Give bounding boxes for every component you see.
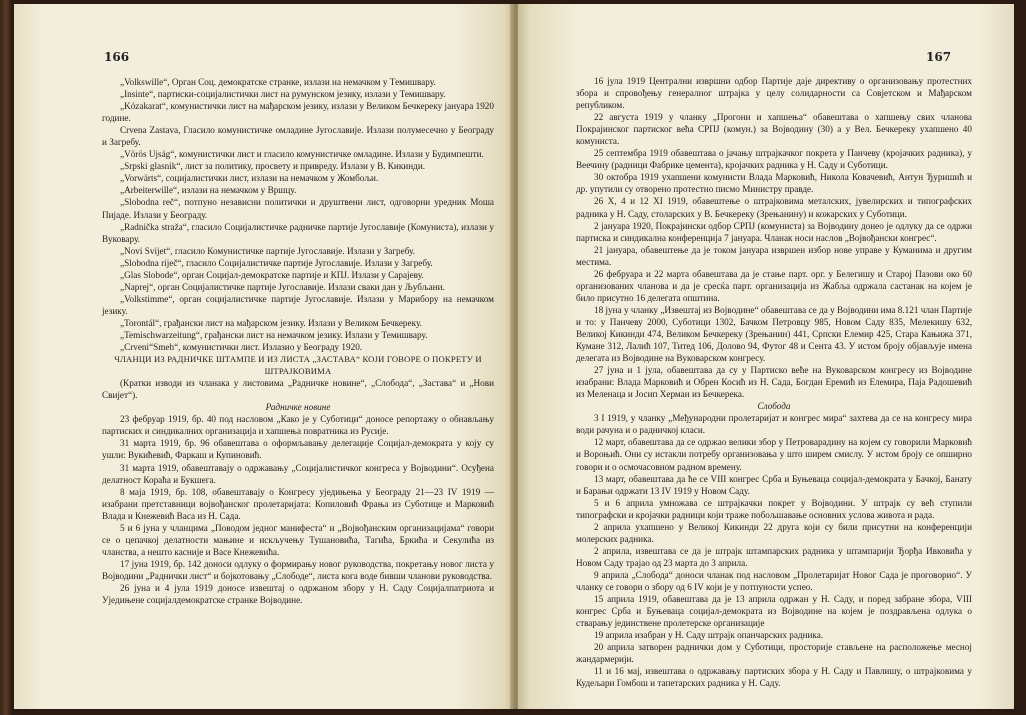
paragraph: „Srpski glasnik“, лист за политику, просвету и привреду. Излази у В. Кикинди. — [120, 161, 426, 172]
paragraph: „Volkswille“, Орган Соц. демократске странке, излази на немачком у Темишвару. — [120, 77, 436, 87]
paragraph: „Naprej“, орган Социјалистичке партије Југославије. Излази сваки дан у Љубљани. — [120, 281, 445, 292]
paragraph: 26 фебруара и 22 марта обавештава да је стање парт. орг. у Белегишу и Старој Пазови око 60 организованих чланова и да је сресќа парт. организација из Жабља одржала састанак на којем је било присутно 16 делегата општина. — [576, 268, 972, 303]
paragraph: 25 септембра 1919 обавештава о јачању штрајкачког покрета у Панчеву (кројачких радника), у Веечину (радници Фабрике цемента), кројачких радника у Н. Саду и Суботици. — [576, 148, 972, 171]
paragraph: „Arbeiterwille“, излази на немачком у Вршцу. — [120, 185, 297, 196]
paragraph: 26 јуна и 4 јула 1919 доносе извештај о одржаном збору у Н. Саду Социјалпатриота и Уједињене социјалдемократске странке Војводине. — [102, 582, 494, 606]
paragraph: „Torontál“, грађански лист на мађарском језику. Излази у Великом Бечкереку. — [120, 317, 422, 328]
paragraph: 2 априла, извештава се да је штрајк штампарских радника у штампарији Ђорђа Ивковића у Новом Саду трајао од 23 марта до 3 априла. — [576, 545, 972, 568]
paragraph: „Volkstimme“, орган социјалистичке партије Југославије. Излази у Марибору на немачком језику. — [102, 293, 494, 316]
paragraph: 5 и 6 јуна у чланцима „Поводом једног манифеста“ и „Војвођанским организацијама“ говори се о цепачкој делатности мањине и искључењу Тушановића, Тагића, Бркића и Секулића из чланства, а нешто касније и Васе Кнежевића. — [102, 522, 494, 557]
paragraph: 30 октобра 1919 ухапшени комунисти Влада Марковић, Никола Ковачевић, Антун Ђуришић и др. упутили су отворено протестно писмо Министру правде. — [576, 172, 972, 195]
paragraph: „Glas Slobode“, орган Социјал-демократске партије и КПЈ. Излази у Сарајеву. — [120, 269, 424, 280]
paragraph: 31 марта 1919, обавештавају о одржавању „Социјалистичког конгреса у Војводини“. Осуђена делатност Кораћа и Букшега. — [102, 462, 494, 485]
section-heading: ЧЛАНЦИ ИЗ РАДНИЧКЕ ШТАМПЕ И ИЗ ЛИСТА „ЗАСТАВА“ КОЈИ ГОВОРЕ О ПОКРЕТУ И ШТРАЈКОВИМА — [114, 354, 482, 377]
paragraph: 5 и 6 априла умножава се штрајкачки покрет у Војводини. У штрајк су већ ступили типографски и кројачки радници који траже побољшавање основних услова живота и рада. — [576, 497, 972, 520]
paragraph: „Temischwarzeitung“, грађански лист на немачком језику. Излази у Темишвару. — [120, 329, 428, 340]
right-page — [518, 4, 1014, 709]
page-number-left: 166 — [104, 50, 130, 64]
paragraph: 3 I 1919, у чланку „Међународни пролетаријат и конгрес мира“ захтева да се на конгресу мира води рачуна и о радничкој класи. — [576, 413, 972, 436]
paragraph: 19 априла изабран у Н. Саду штрајк опанчарских радника. — [594, 630, 824, 641]
left-top-paragraphs — [102, 76, 494, 353]
subheading-sloboda: Слобода — [757, 401, 791, 412]
paragraph: „Kózakarat“, комунистички лист на мађарском језику, излази у Великом Бечкереку јануара 1920 године. — [102, 101, 494, 124]
paragraph: 15 априла 1919, обавештава да је 13 априла одржан у Н. Саду, и поред забране збора, VIII конгрес Срба и Буњеваца социјал-демократа из Војводине на којем је поздрављена одлука о стварању јединствене пролетерске организације — [576, 594, 972, 629]
left-bottom-paragraphs — [102, 413, 494, 606]
paragraph: 23 фебруар 1919, бр. 40 под насловом „Како је у Суботици“ доносе репортажу о обнављању партиских и синдикалних организација и хапшења повратника из Русије. — [102, 414, 494, 437]
left-page-text — [102, 76, 494, 606]
page-number-right: 167 — [926, 50, 952, 64]
paragraph: „Slobodna reč“, потпуно независни политички и друштвени лист, одговорни уредник Моша Пијаде. Излази у Београду. — [102, 197, 494, 220]
paragraph: 2 априла ухапшено у Великој Кикинди 22 друга који су били присутни на конференцији молерских радника. — [576, 521, 972, 544]
paragraph: Crvena Zastava, Гласило комунистичке омладине Југославије. Излази полумесечно у Београду и Загребу. — [102, 125, 494, 148]
paragraph: 22 августа 1919 у чланку „Прогони и хапшења“ обавештава о хапшењу свих чланова Покрајинског партиског већа СРПЈ (комун.) за Војводину (30) а у Вел. Бечкереку ухапшено 40 комуниста. — [576, 112, 972, 147]
paragraph: 17 јуна 1919, бр. 142 доноси одлуку о формирању новог руководства, покретању новог листа у Војводини „Раднички лист“ и бојкотовању „Слободе“, листа кога воде бивши чланови руководства. — [102, 558, 494, 581]
paragraph: 12 март, обавештава да се одржао велики збор у Петроварадину на којем су говорили Марковић и Вороњић. Они су истакли потребу организовања у што ширем смислу. У истом броју се опширно говори и о осмочасовном радном времену. — [576, 437, 972, 472]
left-page — [14, 4, 514, 709]
paragraph: „Vorwärts“, социјалистички лист, излази на немачком у Жомбољи. — [120, 173, 379, 184]
right-top-paragraphs — [576, 75, 972, 400]
paragraph: 8 маја 1919, бр. 108, обавештавају о Конгресу уједињења у Београду 21—23 IV 1919 — изабрани претставници војвођанског пролетаријата: Копиловић Фрања из Суботице и Марковић Влада и Кнежевић Васа из Н. Сада. — [102, 486, 494, 521]
paragraph: 11 и 16 мај, извештава о одржавању партиских збора у Н. Саду и Павлишу, о штрајковима у Кудељари Гомбош и тапетарских радника у Н. Саду. — [576, 666, 972, 689]
paragraph: 26 X, 4 и 12 XI 1919, обавештење о штрајковима металских, јувелирских и типографских радника у Н. Саду, столарских у В. Бечкереку (Зрењанину) и кожарских у Суботици. — [576, 196, 972, 219]
right-page-text — [576, 75, 972, 689]
paragraph: 20 априла затворен раднички дом у Суботици, просторије стављене на расположење месној жандармерији. — [576, 642, 972, 665]
paragraph: „Novi Svijet“, гласило Комунистичке партије Југославије. Излази у Загребу. — [120, 245, 416, 256]
paragraph: 13 март, обавештава да ће се VIII конгрес Срба и Буњеваца социјал-демократа у Бачкој, Банату и Барањи одржати 13 IV 1919 у Новом Саду. — [576, 473, 972, 496]
section-note: (Кратки изводи из чланака у листовима „Радничке новине“, „Слобода“, „Застава“ и „Нови Свијет“). — [102, 378, 494, 401]
subheading-radnicke-novine: Радничке новине — [265, 402, 331, 413]
paragraph: 27 јуна и 1 јула, обавештава да су у Партиско веће на Вуковарском конгресу из Војводине изабрани: Влада Марковић и Обрен Косић из Н. Сада, Богдан Еремић из Елемира, Паја Радошевић из Меленаца и Јосип Херман из Бечкерека. — [576, 365, 972, 400]
paragraph: 31 марта 1919, бр. 96 обавештава о оформљавању делегације Социјал-демократа у коју су ушли: Вукићевић, Фаркаш и Купиновић. — [102, 438, 494, 461]
paragraph: 16 јула 1919 Централни извршни одбор Партије даје директиву о организовању протестних збора и спровођењу генералног штрајка у целу солидарности са Совјетском и Мађарском републиком. — [576, 76, 972, 111]
right-bottom-paragraphs — [576, 412, 972, 689]
paragraph: „Radnička straža“, гласило Социјалистичке радничке партије Југославије (Комуниста), излази у Вуковару. — [102, 221, 494, 244]
paragraph: 9 априла „Слобода“ доноси чланак под насловом „Пролетаријат Новог Сада је проговорио“. У чланку се говори о збору од 6 IV који је у потпуности успео. — [576, 569, 972, 592]
paragraph: 2 јануара 1920, Покрајински одбор СРПЈ (комуниста) за Војводину донео је одлуку да се одржи партиска и синдикална конференција 7 јануара. Чланак носи наслов „Војвођански конгрес“. — [576, 220, 972, 243]
paragraph: „Insinte“, партиски-социјалистички лист на румунском језику, излази у Темишвару. — [120, 89, 446, 100]
paragraph: „Crveni“Smeh“, комунистички лист. Излазио у Београду 1920. — [120, 342, 363, 353]
paragraph: 18 јуна у чланку „Извештај из Војводине“ обавештава се да у Војводини има 8.121 члан Партије и то: у Панчеву 2000, Суботици 1302, Бачком Петровцу 985, Новом Саду 835, Мелекишу 632, Великој Кикинди 474, Великом Бечкереку (Зрењанин) 441, Српски Елемир 425, Стара Кањижа 371, Кумане 312, Лалић 107, Титед 106, Долово 94, Футог 48 и Сента 43. У истом броју објављује имена делегата из Војводине на Вуковарском конгресу. — [576, 304, 972, 364]
paragraph: „Slobodna riječ“, гласило Социјалистичке партије Југославије. Излази у Загребу. — [120, 257, 433, 268]
paragraph: „Vörös Ujság“, комунистички лист и гласило комунистичке омладине. Излази у Будимпешти. — [120, 149, 484, 160]
paragraph: 21 јануара, обавештење да је током јануара извршен избор нове управе у Куманима и другим местима. — [576, 244, 972, 267]
